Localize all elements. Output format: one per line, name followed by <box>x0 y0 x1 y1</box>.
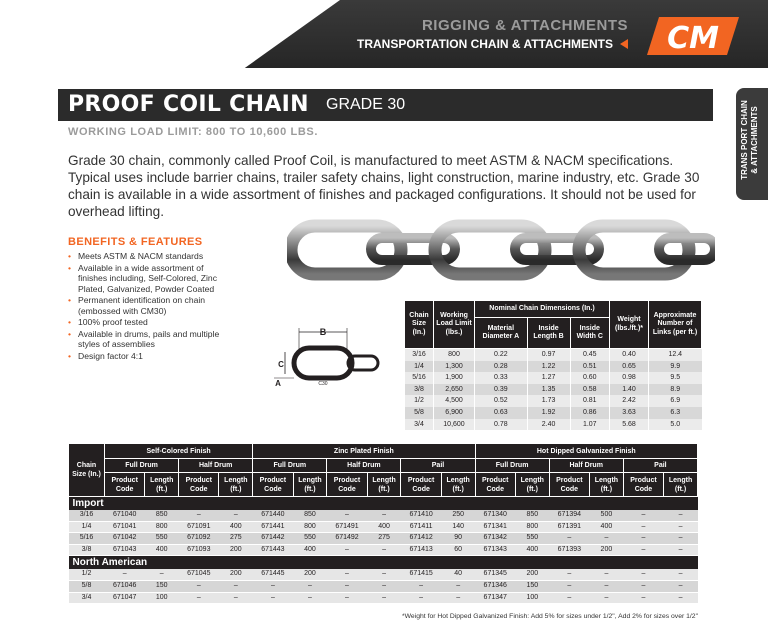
table-cell: 0.39 <box>475 384 528 396</box>
page-title: PROOF COIL CHAIN <box>68 92 309 117</box>
table-cell: 671340 <box>475 510 515 521</box>
table-cell: 150 <box>145 580 179 592</box>
table-cell: 1/2 <box>405 395 434 407</box>
table-cell: – <box>623 569 663 580</box>
table-cell: 60 <box>441 544 475 556</box>
table-cell: 0.60 <box>570 372 609 384</box>
table-cell: – <box>367 510 401 521</box>
table-row <box>405 349 702 361</box>
table-cell: – <box>401 580 441 592</box>
table-cell: 400 <box>367 521 401 533</box>
table-cell: – <box>293 580 327 592</box>
table-cell: 90 <box>441 533 475 545</box>
col-header: Length (ft.) <box>664 473 698 497</box>
table-cell: – <box>549 592 589 604</box>
table-cell: 5/8 <box>69 580 105 592</box>
table-cell: 1/4 <box>405 361 434 373</box>
working-load-limit: WORKING LOAD LIMIT: 800 TO 10,600 LBS. <box>68 126 318 138</box>
table-cell: 671491 <box>327 521 367 533</box>
table-cell: 550 <box>293 533 327 545</box>
table-cell: 671042 <box>105 533 145 545</box>
table-cell: – <box>623 592 663 604</box>
col-header-sub: Pail <box>623 459 697 473</box>
table-row <box>405 419 702 431</box>
table-cell: – <box>664 569 698 580</box>
table-cell: 671445 <box>253 569 293 580</box>
table-cell: – <box>664 592 698 604</box>
benefits-title: BENEFITS & FEATURES <box>68 236 203 248</box>
col-header: Length (ft.) <box>145 473 179 497</box>
table-cell: – <box>367 580 401 592</box>
table-cell: 200 <box>219 569 253 580</box>
table-cell: 671040 <box>105 510 145 521</box>
table-cell: 5.68 <box>610 419 649 431</box>
table-cell: 8.9 <box>649 384 702 396</box>
table-cell: 200 <box>590 544 624 556</box>
table-cell: 671341 <box>475 521 515 533</box>
table-cell: 200 <box>515 569 549 580</box>
col-header: Product Code <box>327 473 367 497</box>
table-cell: 0.51 <box>570 361 609 373</box>
table-cell: 2.40 <box>527 419 570 431</box>
table-cell: 140 <box>441 521 475 533</box>
table-cell: 671342 <box>475 533 515 545</box>
table-cell: 671442 <box>253 533 293 545</box>
table-cell: 671093 <box>179 544 219 556</box>
table-cell: 850 <box>293 510 327 521</box>
table-row <box>69 544 698 556</box>
table-cell: – <box>590 569 624 580</box>
col-header: Product Code <box>179 473 219 497</box>
table-cell: 0.86 <box>570 407 609 419</box>
col-header: Approximate Number of Links (per ft.) <box>649 301 702 349</box>
table-cell: – <box>590 533 624 545</box>
col-header: Length (ft.) <box>219 473 253 497</box>
table-cell: 671047 <box>105 592 145 604</box>
table-cell: 850 <box>515 510 549 521</box>
table-cell: – <box>179 580 219 592</box>
table-cell: – <box>590 592 624 604</box>
table-cell: 0.81 <box>570 395 609 407</box>
table-row <box>69 510 698 521</box>
table-cell: 6,900 <box>434 407 475 419</box>
table-cell: – <box>401 592 441 604</box>
col-header: Chain Size (In.) <box>69 444 105 497</box>
table-cell: 9.9 <box>649 361 702 373</box>
table-cell: 671415 <box>401 569 441 580</box>
table-cell: – <box>590 580 624 592</box>
table-cell: – <box>105 569 145 580</box>
table-cell: 0.78 <box>475 419 528 431</box>
table-cell: – <box>219 580 253 592</box>
table-row <box>69 521 698 533</box>
table-cell: – <box>327 510 367 521</box>
list-item: • Available in a wide assortment of finishes including, Self-Colored, Zinc Plated, Galvanized, Powder Coated <box>68 263 233 295</box>
table-cell: – <box>327 569 367 580</box>
dim-label-c: C <box>278 360 284 369</box>
table-cell: 5/16 <box>69 533 105 545</box>
table-cell: – <box>664 544 698 556</box>
table-cell: – <box>549 569 589 580</box>
emboss-mark: C30 <box>318 381 328 387</box>
section-title: RIGGING & ATTACHMENTS <box>421 17 628 34</box>
table-cell: 1,900 <box>434 372 475 384</box>
table-cell: – <box>253 592 293 604</box>
col-header: Product Code <box>253 473 293 497</box>
table-row <box>405 361 702 373</box>
table-cell: – <box>441 592 475 604</box>
table-cell: 3/16 <box>69 510 105 521</box>
table-cell: 3/8 <box>69 544 105 556</box>
table-cell: 200 <box>219 544 253 556</box>
table-cell: 671347 <box>475 592 515 604</box>
table-cell: 500 <box>590 510 624 521</box>
table-row <box>69 533 698 545</box>
table-cell: 800 <box>145 521 179 533</box>
table-cell: 400 <box>590 521 624 533</box>
table-cell: 5.0 <box>649 419 702 431</box>
table-cell: 671394 <box>549 510 589 521</box>
table-cell: 100 <box>515 592 549 604</box>
page-title-grade: GRADE 30 <box>326 96 406 113</box>
col-header-sub: Half Drum <box>327 459 401 473</box>
col-header-group: Self-Colored Finish <box>105 444 253 459</box>
table-cell: – <box>441 580 475 592</box>
table-cell: 6.9 <box>649 395 702 407</box>
table-cell: 671391 <box>549 521 589 533</box>
table-cell: – <box>664 510 698 521</box>
col-header: Product Code <box>475 473 515 497</box>
table-cell: 2,650 <box>434 384 475 396</box>
col-header: Material Diameter A <box>475 318 528 349</box>
table-cell: 671041 <box>105 521 145 533</box>
list-item: • Meets ASTM & NACM standards <box>68 251 233 262</box>
table-cell: 275 <box>219 533 253 545</box>
side-tab-label <box>740 88 760 192</box>
table-cell: – <box>367 569 401 580</box>
col-header: Product Code <box>549 473 589 497</box>
table-cell: 1,300 <box>434 361 475 373</box>
section-row <box>69 556 698 570</box>
cm-logo <box>645 15 741 57</box>
table-cell: 400 <box>219 521 253 533</box>
table-row <box>405 407 702 419</box>
table-cell: 12.4 <box>649 349 702 361</box>
table-cell: 671440 <box>253 510 293 521</box>
col-header-sub: Full Drum <box>475 459 549 473</box>
col-header: Inside Length B <box>527 318 570 349</box>
col-header: Length (ft.) <box>293 473 327 497</box>
table-cell: 671492 <box>327 533 367 545</box>
list-item: • 100% proof tested <box>68 317 233 328</box>
table-cell: 1/4 <box>69 521 105 533</box>
table-cell: 0.45 <box>570 349 609 361</box>
col-header: Length (ft.) <box>515 473 549 497</box>
table-cell: 1.22 <box>527 361 570 373</box>
table-cell: – <box>664 521 698 533</box>
table-row <box>405 395 702 407</box>
table-cell: – <box>549 533 589 545</box>
table-cell: 3.63 <box>610 407 649 419</box>
table-cell: 3/16 <box>405 349 434 361</box>
table-row <box>405 384 702 396</box>
col-header-sub: Full Drum <box>105 459 179 473</box>
table-cell: 100 <box>145 592 179 604</box>
dimensions-table <box>404 300 702 430</box>
col-header: Product Code <box>623 473 663 497</box>
table-cell: – <box>623 533 663 545</box>
table-cell: 400 <box>145 544 179 556</box>
table-cell: – <box>623 521 663 533</box>
table-row <box>69 569 698 580</box>
section-row <box>69 497 698 511</box>
chain-photo <box>287 212 715 288</box>
table-cell: 671043 <box>105 544 145 556</box>
table-cell: 0.97 <box>527 349 570 361</box>
table-cell: – <box>219 592 253 604</box>
table-cell: 0.98 <box>610 372 649 384</box>
table-row <box>69 580 698 592</box>
table-cell: 1.40 <box>610 384 649 396</box>
table-cell: 671410 <box>401 510 441 521</box>
col-header: Product Code <box>401 473 441 497</box>
col-header-sub: Full Drum <box>253 459 327 473</box>
header-underline <box>0 68 768 72</box>
col-header: Length (ft.) <box>441 473 475 497</box>
table-cell: 671092 <box>179 533 219 545</box>
side-tab-line1: TRANS PORT CHAIN <box>740 100 749 180</box>
table-cell: 400 <box>293 544 327 556</box>
table-cell: 671045 <box>179 569 219 580</box>
table-cell: 550 <box>515 533 549 545</box>
table-cell: 0.58 <box>570 384 609 396</box>
table-cell: 0.28 <box>475 361 528 373</box>
table-cell: 9.5 <box>649 372 702 384</box>
table-cell: 1.27 <box>527 372 570 384</box>
table-cell: 0.40 <box>610 349 649 361</box>
col-header: Weight (lbs./ft.)* <box>610 301 649 349</box>
table-cell: 671393 <box>549 544 589 556</box>
table-cell: 4,500 <box>434 395 475 407</box>
col-header-group: Hot Dipped Galvanized Finish <box>475 444 697 459</box>
list-item: • Available in drums, pails and multiple styles of assemblies <box>68 329 233 350</box>
table-cell: – <box>623 544 663 556</box>
col-header: Chain Size (In.) <box>405 301 434 349</box>
table-cell: 5/8 <box>405 407 434 419</box>
col-header: Inside Width C <box>570 318 609 349</box>
table-cell: 800 <box>515 521 549 533</box>
table-cell: 0.33 <box>475 372 528 384</box>
benefits-list <box>68 251 233 362</box>
list-item: • Permanent identification on chain (embossed with CM30) <box>68 295 233 316</box>
table-cell: 10,600 <box>434 419 475 431</box>
table-cell: 671412 <box>401 533 441 545</box>
table-cell: 275 <box>367 533 401 545</box>
table-cell: – <box>327 580 367 592</box>
table-cell: – <box>145 569 179 580</box>
table-cell: – <box>179 510 219 521</box>
table-cell: – <box>219 510 253 521</box>
table-cell: 550 <box>145 533 179 545</box>
table-cell: 3/4 <box>405 419 434 431</box>
table-cell: 1.07 <box>570 419 609 431</box>
link-dimension-diagram <box>272 322 382 392</box>
table-cell: 1.73 <box>527 395 570 407</box>
table-cell: 2.42 <box>610 395 649 407</box>
table-cell: – <box>549 580 589 592</box>
table-cell: – <box>253 580 293 592</box>
table-cell: 250 <box>441 510 475 521</box>
side-tab-line2: & ATTACHMENTS <box>750 106 759 174</box>
footnote: *Weight for Hot Dipped Galvanized Finish: Add 5% for sizes under 1/2", Add 2% for sizes over 1/2" <box>402 613 698 620</box>
table-cell: 0.63 <box>475 407 528 419</box>
col-header: Length (ft.) <box>590 473 624 497</box>
logo-text: CM <box>667 21 719 56</box>
subsection-title: TRANSPORTATION CHAIN & ATTACHMENTS <box>357 37 613 51</box>
col-header: Working Load Limit (lbs.) <box>434 301 475 349</box>
table-cell: 671413 <box>401 544 441 556</box>
col-header: Product Code <box>105 473 145 497</box>
table-cell: 6.3 <box>649 407 702 419</box>
table-cell: 0.52 <box>475 395 528 407</box>
table-row <box>405 372 702 384</box>
table-cell: 40 <box>441 569 475 580</box>
col-header-sub: Pail <box>401 459 475 473</box>
table-cell: 200 <box>293 569 327 580</box>
list-item: • Design factor 4:1 <box>68 351 233 362</box>
section-label: North American <box>69 556 698 570</box>
table-cell: 850 <box>145 510 179 521</box>
table-cell: – <box>664 580 698 592</box>
table-cell: 1/2 <box>69 569 105 580</box>
table-cell: – <box>367 592 401 604</box>
table-cell: 3/8 <box>405 384 434 396</box>
dim-label-a: A <box>275 379 281 388</box>
table-cell: 0.22 <box>475 349 528 361</box>
col-header-group: Zinc Plated Finish <box>253 444 475 459</box>
table-cell: 5/16 <box>405 372 434 384</box>
table-cell: – <box>367 544 401 556</box>
col-header-sub: Half Drum <box>549 459 623 473</box>
table-cell: – <box>664 533 698 545</box>
table-cell: 671091 <box>179 521 219 533</box>
table-row <box>69 592 698 604</box>
table-cell: 671441 <box>253 521 293 533</box>
arrow-left-icon <box>620 39 628 49</box>
col-header: Length (ft.) <box>367 473 401 497</box>
table-cell: 400 <box>515 544 549 556</box>
table-cell: 150 <box>515 580 549 592</box>
col-header-sub: Half Drum <box>179 459 253 473</box>
table-cell: – <box>179 592 219 604</box>
product-table <box>68 443 698 604</box>
table-cell: 671343 <box>475 544 515 556</box>
table-cell: – <box>623 510 663 521</box>
table-cell: – <box>327 592 367 604</box>
intro-paragraph: Grade 30 chain, commonly called Proof Coil, is manufactured to meet ASTM & NACM specifications. Typical uses include barrier chains, trailer safety chains, light construction, marine industry, etc. Grade 30 chain is available in a wide assortment of finishes and packaged configurations. It should not be used for overhead lifting. <box>68 153 700 219</box>
table-cell: – <box>293 592 327 604</box>
table-cell: – <box>327 544 367 556</box>
table-cell: 1.92 <box>527 407 570 419</box>
col-header-group: Nominal Chain Dimensions (In.) <box>475 301 610 318</box>
table-cell: 0.65 <box>610 361 649 373</box>
dim-label-b: B <box>319 327 327 337</box>
table-cell: – <box>623 580 663 592</box>
table-cell: 800 <box>434 349 475 361</box>
table-cell: 671443 <box>253 544 293 556</box>
table-cell: 800 <box>293 521 327 533</box>
section-label: Import <box>69 497 698 511</box>
table-cell: 3/4 <box>69 592 105 604</box>
table-cell: 671411 <box>401 521 441 533</box>
table-cell: 671346 <box>475 580 515 592</box>
table-cell: 1.35 <box>527 384 570 396</box>
table-cell: 671046 <box>105 580 145 592</box>
table-cell: 671345 <box>475 569 515 580</box>
